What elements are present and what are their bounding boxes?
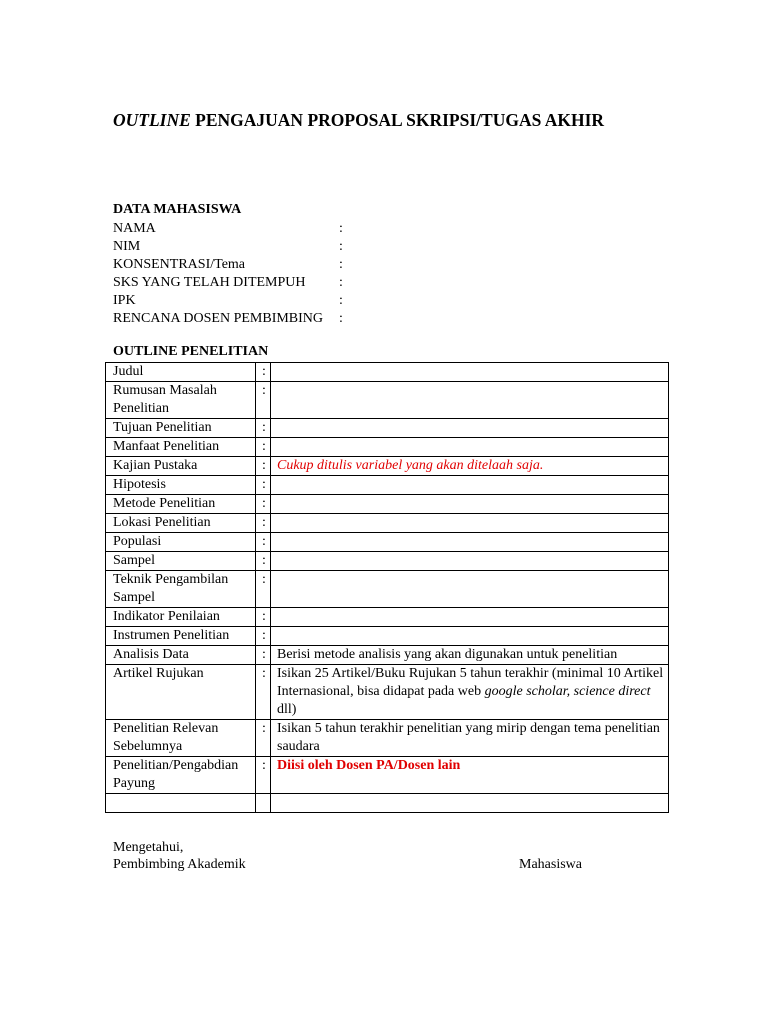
row-label: Lokasi Penelitian <box>106 514 256 533</box>
empty-cell[interactable] <box>271 794 669 813</box>
row-value-cell[interactable] <box>271 457 669 476</box>
row-label: Populasi <box>106 533 256 552</box>
row-colon: : <box>256 571 271 608</box>
field-label: RENCANA DOSEN PEMBIMBING <box>113 311 324 326</box>
row-value-cell[interactable] <box>271 495 669 514</box>
row-label: Indikator Penilaian <box>106 608 256 627</box>
row-colon: : <box>256 457 271 476</box>
row-value-cell[interactable] <box>271 757 669 794</box>
table-row <box>106 457 669 476</box>
penelitian-payung-note: Diisi oleh Dosen PA/Dosen lain <box>277 758 461 773</box>
row-label: Metode Penelitian <box>106 495 256 514</box>
table-row <box>106 476 669 495</box>
title-main-part: PENGAJUAN PROPOSAL SKRIPSI/TUGAS AKHIR <box>190 110 605 130</box>
table-row <box>106 533 669 552</box>
table-row <box>106 627 669 646</box>
data-mahasiswa-heading: DATA MAHASISWA <box>113 202 242 217</box>
row-colon: : <box>256 495 271 514</box>
field-colon: : <box>339 311 343 326</box>
artikel-rujukan-note: Isikan 25 Artikel/Buku Rujukan 5 tahun terakhir (minimal 10 Artikel Internasional, bisa didapat pada web <box>277 666 664 699</box>
mengetahui-label: Mengetahui, <box>113 840 184 855</box>
row-label: Analisis Data <box>106 646 256 665</box>
outline-penelitian-heading: OUTLINE PENELITIAN <box>113 344 269 359</box>
artikel-rujukan-note-end: dll) <box>277 702 297 717</box>
field-label: KONSENTRASI/Tema <box>113 257 246 272</box>
row-colon: : <box>256 552 271 571</box>
table-row <box>106 665 669 720</box>
student-data-list <box>113 220 353 328</box>
row-colon: : <box>256 514 271 533</box>
row-label: Penelitian Relevan Sebelumnya <box>106 720 256 757</box>
row-label: Tujuan Penelitian <box>106 419 256 438</box>
row-label: Judul <box>106 363 256 382</box>
row-value-cell[interactable] <box>271 608 669 627</box>
table-row <box>106 552 669 571</box>
table-row <box>106 514 669 533</box>
row-label: Penelitian/Pengabdian Payung <box>106 757 256 794</box>
row-colon: : <box>256 382 271 419</box>
student-field-nama <box>113 220 353 238</box>
field-colon: : <box>339 257 343 272</box>
row-value-cell[interactable] <box>271 552 669 571</box>
field-colon: : <box>339 293 343 308</box>
field-colon: : <box>339 221 343 236</box>
row-label: Teknik Pengambilan Sampel <box>106 571 256 608</box>
document-title <box>113 110 604 131</box>
student-field-sks <box>113 274 353 292</box>
row-colon: : <box>256 363 271 382</box>
table-row <box>106 419 669 438</box>
row-colon: : <box>256 419 271 438</box>
row-colon: : <box>256 757 271 794</box>
table-row <box>106 608 669 627</box>
student-field-ipk <box>113 292 353 310</box>
student-field-nim <box>113 238 353 256</box>
row-value-cell[interactable] <box>271 363 669 382</box>
row-value-cell[interactable] <box>271 438 669 457</box>
row-colon: : <box>256 533 271 552</box>
table-row <box>106 438 669 457</box>
row-value-cell[interactable] <box>271 382 669 419</box>
row-colon: : <box>256 720 271 757</box>
mahasiswa-label: Mahasiswa <box>519 857 582 872</box>
table-row <box>106 382 669 419</box>
outline-table <box>105 362 669 813</box>
field-label: NAMA <box>113 221 156 236</box>
analisis-data-note: Berisi metode analisis yang akan digunakan untuk penelitian <box>277 647 618 662</box>
row-label: Kajian Pustaka <box>106 457 256 476</box>
field-colon: : <box>339 275 343 290</box>
student-field-konsentrasi <box>113 256 353 274</box>
empty-cell[interactable] <box>106 794 256 813</box>
field-colon: : <box>339 239 343 254</box>
row-value-cell[interactable] <box>271 571 669 608</box>
artikel-rujukan-sources: google scholar, science direct <box>484 684 651 699</box>
row-label: Rumusan Masalah Penelitian <box>106 382 256 419</box>
row-colon: : <box>256 476 271 495</box>
field-label: SKS YANG TELAH DITEMPUH <box>113 275 306 290</box>
row-value-cell[interactable] <box>271 476 669 495</box>
empty-cell <box>256 794 271 813</box>
table-row <box>106 646 669 665</box>
kajian-pustaka-note: Cukup ditulis variabel yang akan ditelaah saja. <box>277 458 544 473</box>
row-label: Sampel <box>106 552 256 571</box>
row-value-cell[interactable] <box>271 514 669 533</box>
table-row <box>106 495 669 514</box>
row-label: Artikel Rujukan <box>106 665 256 720</box>
pembimbing-akademik-label: Pembimbing Akademik <box>113 857 246 872</box>
row-colon: : <box>256 608 271 627</box>
row-value-cell[interactable] <box>271 720 669 757</box>
row-value-cell[interactable] <box>271 419 669 438</box>
row-label: Manfaat Penelitian <box>106 438 256 457</box>
row-label: Hipotesis <box>106 476 256 495</box>
table-row <box>106 720 669 757</box>
field-label: IPK <box>113 293 136 308</box>
student-field-dosen-pembimbing <box>113 310 353 328</box>
penelitian-relevan-note: Isikan 5 tahun terakhir penelitian yang mirip dengan tema penelitian saudara <box>277 721 660 754</box>
field-label: NIM <box>113 239 141 254</box>
row-label: Instrumen Penelitian <box>106 627 256 646</box>
row-colon: : <box>256 646 271 665</box>
title-italic-part: OUTLINE <box>113 110 191 130</box>
table-row-empty <box>106 794 669 813</box>
row-colon: : <box>256 438 271 457</box>
table-row <box>106 757 669 794</box>
row-value-cell[interactable] <box>271 533 669 552</box>
row-value-cell[interactable] <box>271 665 669 720</box>
row-colon: : <box>256 665 271 720</box>
row-value-cell[interactable] <box>271 646 669 665</box>
row-value-cell[interactable] <box>271 627 669 646</box>
table-row <box>106 571 669 608</box>
row-colon: : <box>256 627 271 646</box>
table-row <box>106 363 669 382</box>
